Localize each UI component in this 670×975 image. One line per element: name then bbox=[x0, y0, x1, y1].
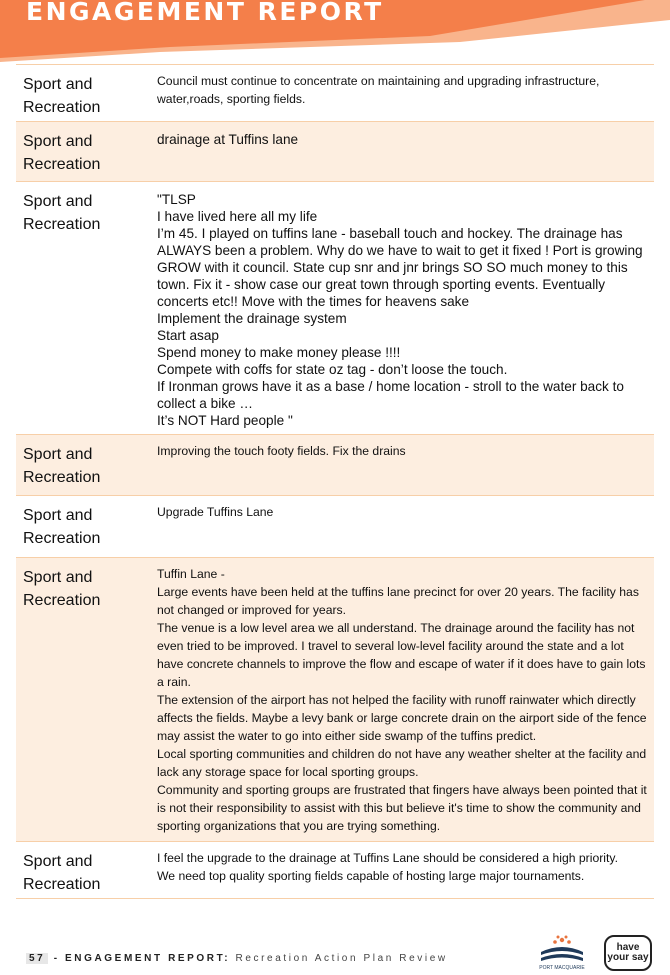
table-bottom-rule bbox=[16, 898, 654, 899]
comment-cell: Upgrade Tuffins Lane bbox=[157, 505, 274, 519]
table-row bbox=[16, 557, 654, 841]
council-logo-text: PORT MACQUARIE bbox=[539, 965, 585, 970]
category-cell: Sport and Recreation bbox=[23, 507, 101, 547]
table-row bbox=[16, 495, 654, 557]
table-row bbox=[16, 181, 654, 434]
comment-cell: drainage at Tuffins lane bbox=[157, 132, 299, 147]
have-your-say-line1: have bbox=[616, 942, 640, 953]
category-cell: Sport and Recreation bbox=[23, 193, 101, 233]
category-cell: Sport and Recreation bbox=[23, 853, 101, 893]
page-number: 57 bbox=[26, 953, 48, 964]
category-cell: Sport and Recreation bbox=[23, 446, 101, 486]
have-your-say-line2: your say bbox=[607, 952, 649, 963]
have-your-say-logo bbox=[604, 935, 652, 971]
footer-label: - ENGAGEMENT REPORT: bbox=[48, 953, 231, 964]
table-row bbox=[16, 841, 654, 903]
category-cell: Sport and Recreation bbox=[23, 133, 101, 173]
footer-subtitle: Recreation Action Plan Review bbox=[230, 953, 448, 964]
comment-cell: Improving the touch footy fields. Fix the drains bbox=[157, 444, 406, 458]
comment-cell: Tuffin Lane - Large events have been held at the tuffins lane precinct for over 20 years. The facility has not changed or improved for years. The venue is a low level area we all understand. The drainage around the facility has not even tried to be improved. I travel to several low-level facility around the state and a lot have concrete channels to improve the flow and escape of water if it does have to gain lots a rain. The extension of the airport has not helped the facility with runoff rainwater which directly affects the fields. Maybe a levy bank or large concrete drain on the airport side of the fence may assist the water to go into either side swamp of the tuffins predict. Local sporting communities and children do not have any weather shelter at the facility and lack any storage space for local sporting groups. Community and sporting groups are frustrated that fingers have always been pointed that it is not their responsibility to assist with this but believe it's time to show the community and sporting organizations that you are trying something. bbox=[157, 567, 647, 833]
comment-cell: Council must continue to concentrate on maintaining and upgrading infrastructure, water,roads, sporting fields. bbox=[157, 74, 600, 106]
header-banner bbox=[0, 0, 670, 64]
comment-cell: "TLSP I have lived here all my life I’m 45. I played on tuffins lane - baseball touch and hockey. The drainage has ALWAYS been a problem. Why do we have to wait to get it fixed ! Port is growing GROW with it council. State cup snr and jnr brings SO SO much money to this town. Fix it - show case our great town through sporting events. Eventually concerts etc!! Move with the times for heavens sake Implement the drainage system Start asap Spend money to make money please !!!! Compete with coffs for state oz tag - don’t loose the touch. If Ironman grows have it as a base / home location - stroll to the water back to collect a bike … It’s NOT Hard people " bbox=[157, 192, 643, 428]
category-cell: Sport and Recreation bbox=[23, 76, 101, 116]
comments-table bbox=[16, 64, 654, 903]
category-cell: Sport and Recreation bbox=[23, 569, 101, 609]
council-logo bbox=[535, 934, 589, 970]
page-title: ENGAGEMENT REPORT bbox=[26, 0, 384, 26]
comment-cell: I feel the upgrade to the drainage at Tuffins Lane should be considered a high priority. We need top quality sporting fields capable of hosting large major tournaments. bbox=[157, 851, 618, 883]
page-footer bbox=[26, 953, 448, 964]
table-row bbox=[16, 434, 654, 495]
table-row bbox=[16, 64, 654, 121]
council-logo-graphic bbox=[535, 934, 589, 970]
table-row bbox=[16, 121, 654, 181]
